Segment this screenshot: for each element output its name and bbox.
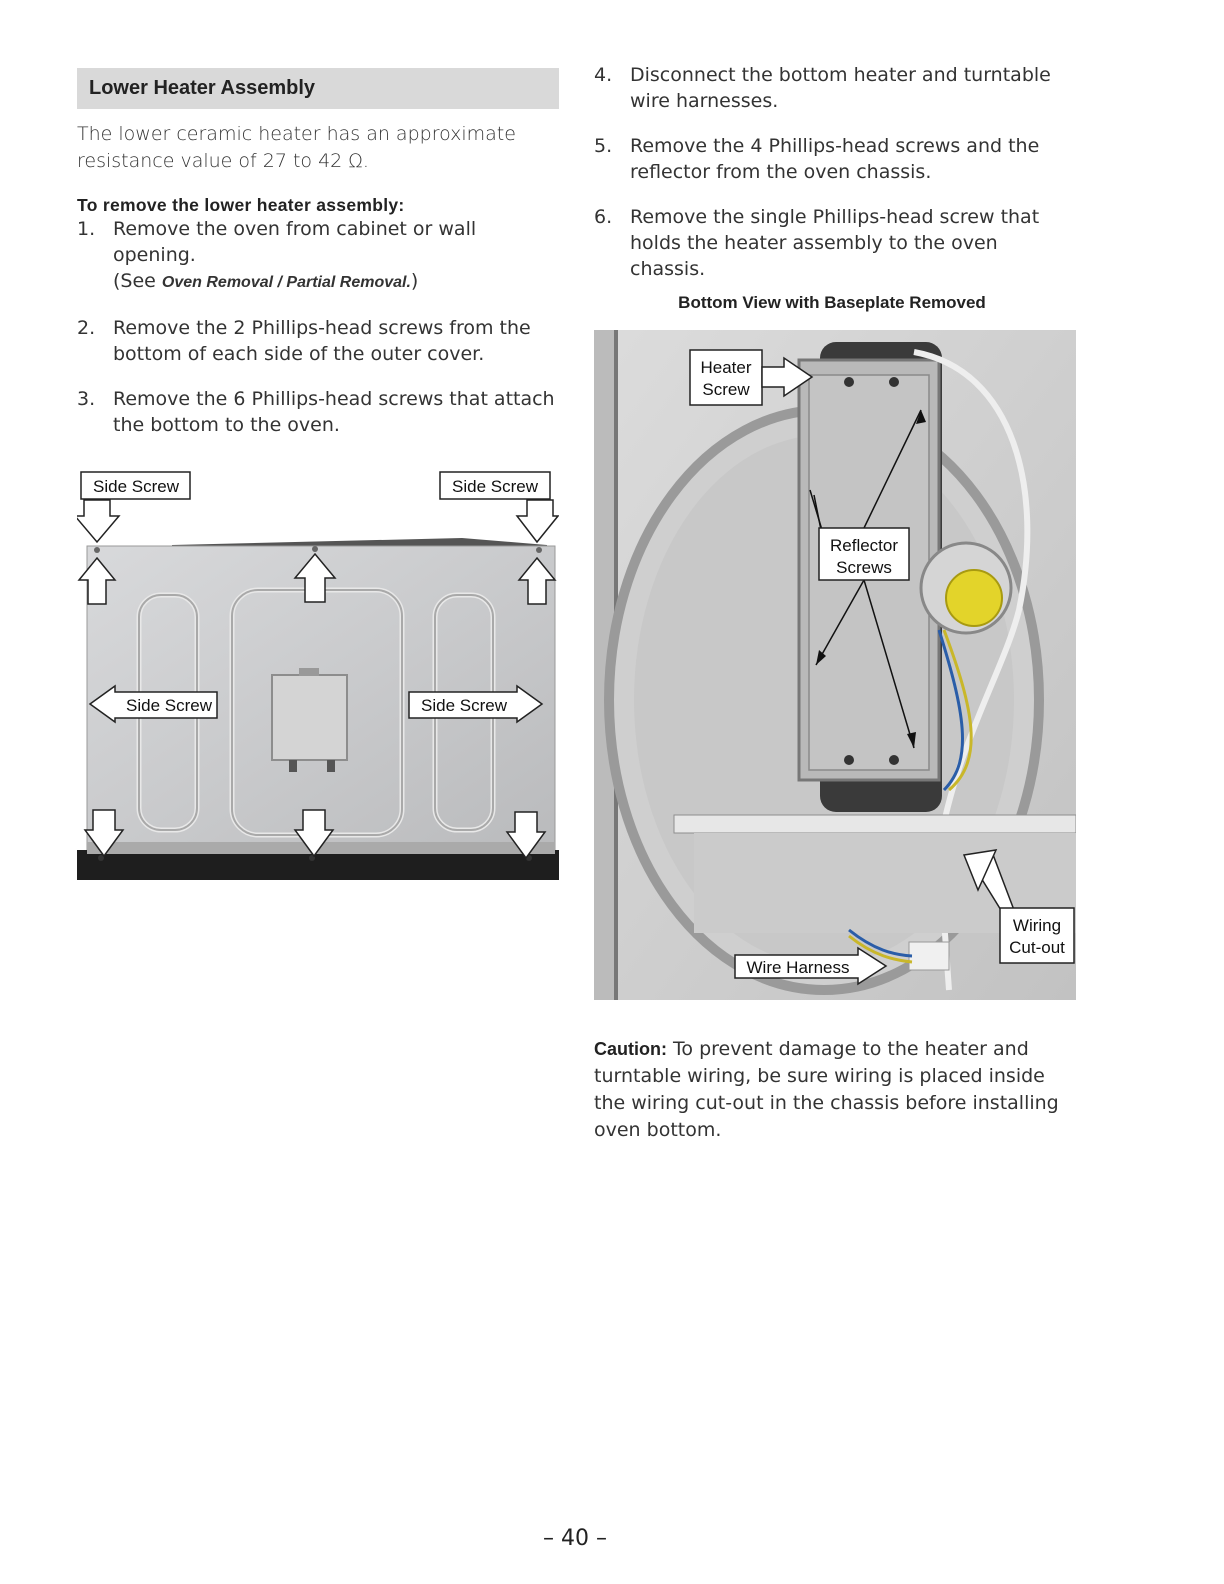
label-text: Screws	[836, 558, 892, 577]
label-text: Wiring	[1012, 916, 1062, 935]
down-arrow-icon	[517, 500, 558, 542]
caution-note	[594, 1036, 1076, 1144]
label-text: Heater	[700, 358, 752, 377]
caution-label: Caution:	[594, 1039, 667, 1059]
oven-bottom-illustration	[77, 470, 559, 880]
bottom-view-figure	[594, 330, 1076, 1000]
step-1	[77, 216, 559, 296]
step-text: Remove the single Phillips-head screw that holds the heater assembly to the oven chassis.	[630, 206, 1040, 280]
step-text: Remove the 6 Phillips-head screws that attach the bottom to the oven.	[113, 388, 555, 436]
label-text: Side Screw	[452, 477, 538, 496]
step-text: Disconnect the bottom heater and turntable wire harnesses.	[630, 64, 1051, 112]
label-side-screw-mid-left	[90, 686, 217, 722]
label-text: Side Screw	[126, 696, 212, 715]
left-column	[77, 68, 559, 457]
step-6	[594, 204, 1076, 282]
down-arrow-icon	[77, 500, 119, 542]
procedure-title: To remove the lower heater assembly:	[77, 195, 405, 215]
page-number: – 40 –	[543, 1526, 607, 1551]
label-side-screw-top-right	[440, 472, 550, 499]
step-number: 6.	[594, 206, 613, 228]
cross-reference: Oven Removal / Partial Removal.	[161, 274, 411, 291]
step-number: 3.	[77, 388, 96, 410]
figure-caption: Bottom View with Baseplate Removed	[678, 293, 986, 312]
step-2	[77, 315, 559, 367]
left-step-list	[77, 216, 559, 438]
see-prefix: (See	[113, 270, 162, 292]
step-3	[77, 386, 559, 438]
step-text: Remove the oven from cabinet or wall opening.	[113, 218, 477, 266]
step-number: 5.	[594, 135, 613, 157]
label-text: Side Screw	[93, 477, 179, 496]
right-step-list	[594, 62, 1076, 282]
step-4	[594, 62, 1076, 114]
intro-paragraph: The lower ceramic heater has an approximate resistance value of 27 to 42 Ω.	[77, 123, 516, 172]
step-number: 4.	[594, 64, 613, 86]
caution-text: To prevent damage to the heater and turntable wiring, be sure wiring is placed inside the wiring cut-out in the chassis before installing oven bottom.	[594, 1038, 1059, 1141]
step-text: Remove the 4 Phillips-head screws and the reflector from the oven chassis.	[630, 135, 1040, 183]
label-text: Side Screw	[421, 696, 507, 715]
label-side-screw-mid-right	[409, 686, 542, 722]
label-text: Screw	[702, 380, 750, 399]
right-column	[594, 62, 1076, 301]
oven-bottom-figure	[77, 470, 559, 880]
label-side-screw-top-left	[81, 472, 190, 499]
step-number: 2.	[77, 317, 96, 339]
bottom-view-illustration	[594, 330, 1076, 1000]
see-suffix: )	[410, 270, 419, 292]
label-text: Reflector	[829, 536, 899, 555]
step-5	[594, 133, 1076, 185]
section-title: Lower Heater Assembly	[77, 68, 559, 109]
step-number: 1.	[77, 218, 96, 240]
step-text: Remove the 2 Phillips-head screws from the bottom of each side of the outer cover.	[113, 317, 531, 365]
label-text: Cut-out	[1009, 938, 1065, 957]
label-text: Wire Harness	[746, 958, 850, 977]
